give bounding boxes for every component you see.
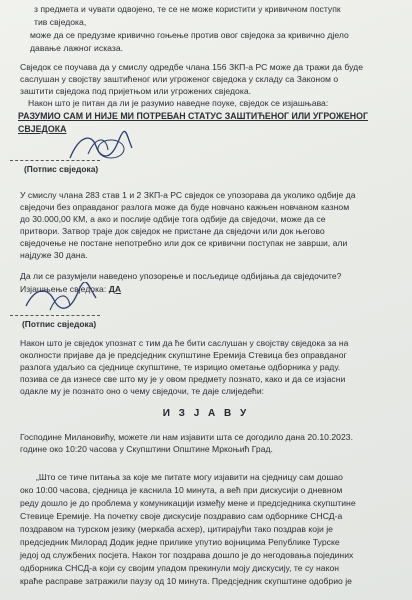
text-line: притвори. Затвор траје док свједок не пристане да свједочи или док његово bbox=[20, 226, 325, 236]
text-line: краће расправе затражили паузу од 10 минута. Предсједник скупштине одобрио је bbox=[20, 576, 352, 586]
text-line: „Што се тиче питања за које ме питате могу изјавити на сједницу сам дошао bbox=[36, 472, 343, 482]
witness-signature-2 bbox=[20, 282, 100, 316]
answer-value: ДА bbox=[108, 284, 122, 294]
text-line: око 10:00 часова, сједница је каснила 10 минута, а већ при дискусији о дневном bbox=[20, 485, 343, 495]
text-line: реду дошло је до проблема у комуникацији између мене и предсједника скупштине bbox=[20, 498, 356, 508]
text-line: позива се да изнесе све што му је у овом предмету познато, како и да се изјасни bbox=[20, 374, 346, 384]
text-line: једој од службених посјета. Након тог поздрава дошло је до негодовања појединих bbox=[20, 550, 354, 560]
text-line: одакле му је познато оно о чему свједочи, те даје слиједећи: bbox=[20, 386, 265, 396]
question-text: Да ли се разумјели наведено упозорење и посљедице одбијања да свједочите? bbox=[20, 271, 342, 281]
statement-title: И З Ј А В У bbox=[162, 408, 250, 419]
text-line: најдуже 30 дана. bbox=[20, 250, 88, 260]
text-line: може да се предузме кривично гоњење против овог свједока за кривично дјело bbox=[30, 30, 349, 40]
text-line: Господине Милановићу, можете ли нам изјавити шта се догодило дана 20.10.2023. bbox=[20, 432, 353, 442]
text-line: свједочи без оправданог разлога може да буде новчано кажњен новчаном казном bbox=[20, 202, 350, 212]
text-line: одборника СНСД-а који су својим упадом прекинули моју дискусију, те су након bbox=[20, 563, 340, 573]
witness-statement: РАЗУМИО САМ И НИЈЕ МИ ПОТРЕБАН СТАТУС ЗАШТИЋЕНОГ ИЛИ УГРОЖЕНОГ bbox=[18, 111, 368, 121]
text-line: Стевице Еремије. На почетку своје дискусије поздравио сам одборнике СНСД-а bbox=[20, 511, 343, 521]
text-line: до 30.000,00 КМ, а ако и послије одбије тога одбије да свједочи, може да се bbox=[20, 214, 326, 224]
text-line: У смислу члана 283 став 1 и 2 ЗКП-а РС свједок се упозорава да уколико одбије да bbox=[20, 190, 356, 200]
text-line: свједочење не постане непотребно или док се кривични поступак не заврши, али bbox=[20, 238, 348, 248]
signature-label: (Потпис свједока) bbox=[22, 319, 97, 329]
text-line: разлога удаљио са сједнице скупштине, те изрицио ометање одборника у раду. bbox=[20, 362, 341, 372]
text-line: предсједник Милорад Додик једне прилике упутио војницима Републике Турске bbox=[20, 537, 340, 547]
text-line: тив свједока, bbox=[34, 17, 87, 27]
answer-prefix: Изјашњење свједока: bbox=[20, 284, 107, 294]
signature-line bbox=[10, 160, 100, 161]
text-line: Свједок се поучава да у смислу одредбе члана 156 ЗКП-а РС може да тражи да буде bbox=[20, 62, 364, 72]
text-line: поздравом на турском језику (меркаба асхер), цитирајући тако поздрав који је bbox=[20, 524, 333, 534]
text-line: давање лажног исказа. bbox=[30, 43, 124, 53]
text-line: Након што је питан да ли је разумио наведне поуке, свједок се изјашњава: bbox=[28, 98, 329, 108]
witness-statement: СВЈЕДОКА bbox=[18, 124, 67, 134]
witness-signature-1 bbox=[66, 128, 138, 168]
text-line: Након што је свједок упознат с тим да ће бити саслушан у својству свједока за на bbox=[20, 338, 349, 348]
signature-label: (Потпис свједока) bbox=[24, 164, 99, 174]
text-line: заштити свједока под пријетњом или угрожених свједока. bbox=[20, 86, 252, 96]
text-line: околности пријаве да је предсједник скупштине Еремија Стевица без оправданог bbox=[20, 350, 347, 360]
text-line: саслушан у својству заштићеног или угроженог свједока у складу са Законом о bbox=[20, 74, 339, 84]
text-line: године око 10:20 часова у Скупштини Општине Мркоњић Град. bbox=[20, 444, 273, 454]
text-line: з предмета и чувати одвојено, те се не може користити у кривичном поступк bbox=[34, 4, 341, 14]
signature-line bbox=[10, 315, 100, 316]
